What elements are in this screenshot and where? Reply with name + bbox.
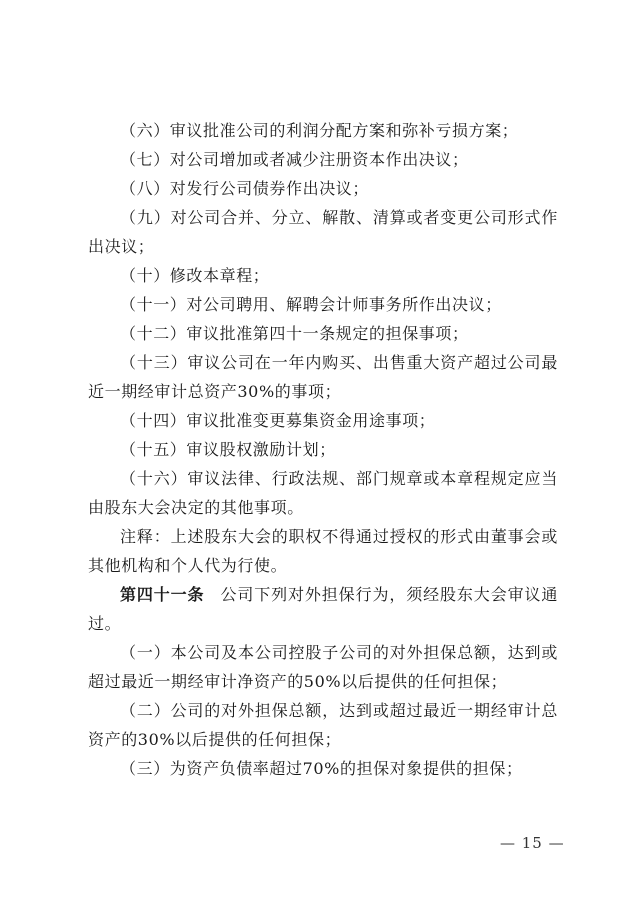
clause-1: （一）本公司及本公司控股子公司的对外担保总额，达到或超过最近一期经审计净资产的50%以后提供的任何担保； (88, 643, 558, 691)
page-number: — 15 — (500, 834, 565, 852)
article-text: 公司下列对外担保行为，须经股东大会审议通过。 (88, 585, 558, 633)
item-9: （九）对公司合并、分立、解散、清算或者变更公司形式作出决议； (88, 208, 558, 256)
item-6: （六）审议批准公司的利润分配方案和弥补亏损方案； (120, 121, 519, 140)
item-8: （八）对发行公司债券作出决议； (120, 179, 370, 198)
item-13: （十三）审议公司在一年内购买、出售重大资产超过公司最近一期经审计总资产30%的事项； (88, 353, 558, 401)
item-15: （十五）审议股权激励计划； (120, 440, 336, 459)
item-16: （十六）审议法律、行政法规、部门规章或本章程规定应当由股东大会决定的其他事项。 (88, 469, 558, 517)
item-11: （十一）对公司聘用、解聘会计师事务所作出决议； (120, 295, 502, 314)
article-41 (88, 580, 558, 638)
item-10: （十）修改本章程； (120, 266, 270, 285)
item-7: （七）对公司增加或者减少注册资本作出决议； (120, 150, 469, 169)
article-label: 第四十一条 (120, 585, 205, 604)
note-paragraph: 注释：上述股东大会的职权不得通过授权的形式由董事会或其他机构和个人代为行使。 (88, 527, 558, 575)
item-12: （十二）审议批准第四十一条规定的担保事项； (120, 324, 469, 343)
document-body (88, 116, 558, 783)
item-14: （十四）审议批准变更募集资金用途事项； (120, 411, 436, 430)
clause-3: （三）为资产负债率超过70%的担保对象提供的担保； (120, 759, 523, 778)
clause-2: （二）公司的对外担保总额，达到或超过最近一期经审计总资产的30%以后提供的任何担保； (88, 701, 558, 749)
